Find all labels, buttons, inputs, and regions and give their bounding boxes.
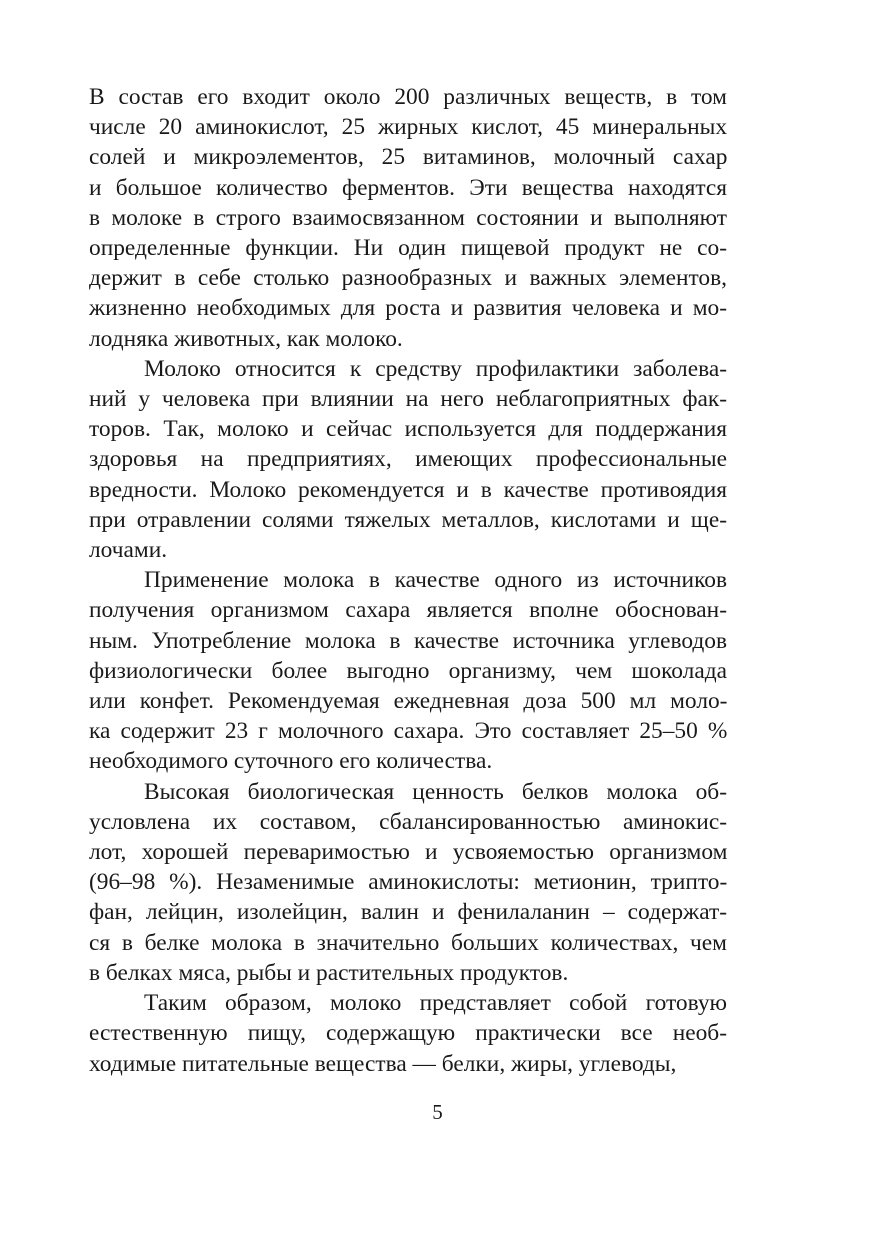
text-line: ным. Употребление молока в качестве источника углеводов (89, 627, 727, 654)
text-line: условлена их составом, сбалансированностью аминокис- (89, 808, 727, 835)
text-line: лочами. (89, 537, 168, 564)
text-line: или конфет. Рекомендуемая ежедневная доза 500 мл моло- (89, 688, 728, 715)
text-line: получения организмом сахара является вполне обоснован- (89, 597, 727, 624)
text-line: физиологически более выгодно организму, чем шоколада (89, 657, 728, 684)
text-line: и большое количество ферментов. Эти вещества находятся (89, 174, 727, 201)
page-number: 5 (432, 1100, 443, 1124)
text-line: числе 20 аминокислот, 25 жирных кислот, 45 минеральных (89, 114, 728, 141)
text-line: при отравлении солями тяжелых металлов, кислотами и ще- (89, 506, 727, 533)
text-line: фан, лейцин, изолейцин, валин и фенилаланин – содержат- (89, 899, 727, 926)
paragraph (89, 988, 727, 1079)
text-line: ка содержит 23 г молочного сахара. Это составляет 25–50 % (89, 718, 728, 745)
text-line: (96–98 %). Незаменимые аминокислоты: метионин, трипто- (89, 869, 728, 896)
text-line: Молоко относится к средству профилактики заболева- (144, 355, 727, 382)
text-line: лодняка животных, как молоко. (89, 325, 403, 352)
text-line: солей и микроэлементов, 25 витаминов, молочный сахар (89, 144, 728, 171)
text-line: ходимые питательные вещества — белки, жиры, углеводы, (89, 1050, 677, 1077)
text-line: естественную пищу, содержащую практически все необ- (89, 1020, 727, 1047)
text-line: в белках мяса, рыбы и растительных продуктов. (89, 959, 569, 986)
text-line: Таким образом, молоко представляет собой готовую (144, 990, 727, 1017)
text-line: необходимого суточного его количества. (89, 748, 493, 775)
text-line: Высокая биологическая ценность белков молока об- (144, 778, 727, 805)
text-line: В состав его входит около 200 различных веществ, в том (89, 84, 727, 110)
text-line: здоровья на предприятиях, имеющих профессиональные (89, 446, 727, 473)
paragraph (89, 354, 727, 565)
text-line: ся в белке молока в значительно больших количествах, чем (89, 929, 727, 956)
body-text (89, 82, 727, 1079)
text-line: ний у человека при влиянии на него неблагоприятных фак- (89, 386, 728, 413)
text-line: лот, хорошей переваримостью и усвояемостью организмом (89, 839, 728, 866)
text-line: в молоке в строго взаимосвязанном состоянии и выполняют (89, 204, 727, 231)
text-line: держит в себе столько разнообразных и важных элементов, (89, 265, 727, 292)
paragraph (89, 82, 727, 354)
text-line: торов. Так, молоко и сейчас используется для поддержания (89, 416, 727, 443)
text-line: определенные функции. Ни один пищевой продукт не со- (89, 235, 727, 262)
text-line: Применение молока в качестве одного из источников (144, 567, 727, 594)
paragraph (89, 565, 727, 776)
text-line: жизненно необходимых для роста и развития человека и мо- (89, 295, 727, 322)
text-line: вредности. Молоко рекомендуется и в качестве противоядия (89, 476, 727, 503)
paragraph (89, 777, 727, 988)
